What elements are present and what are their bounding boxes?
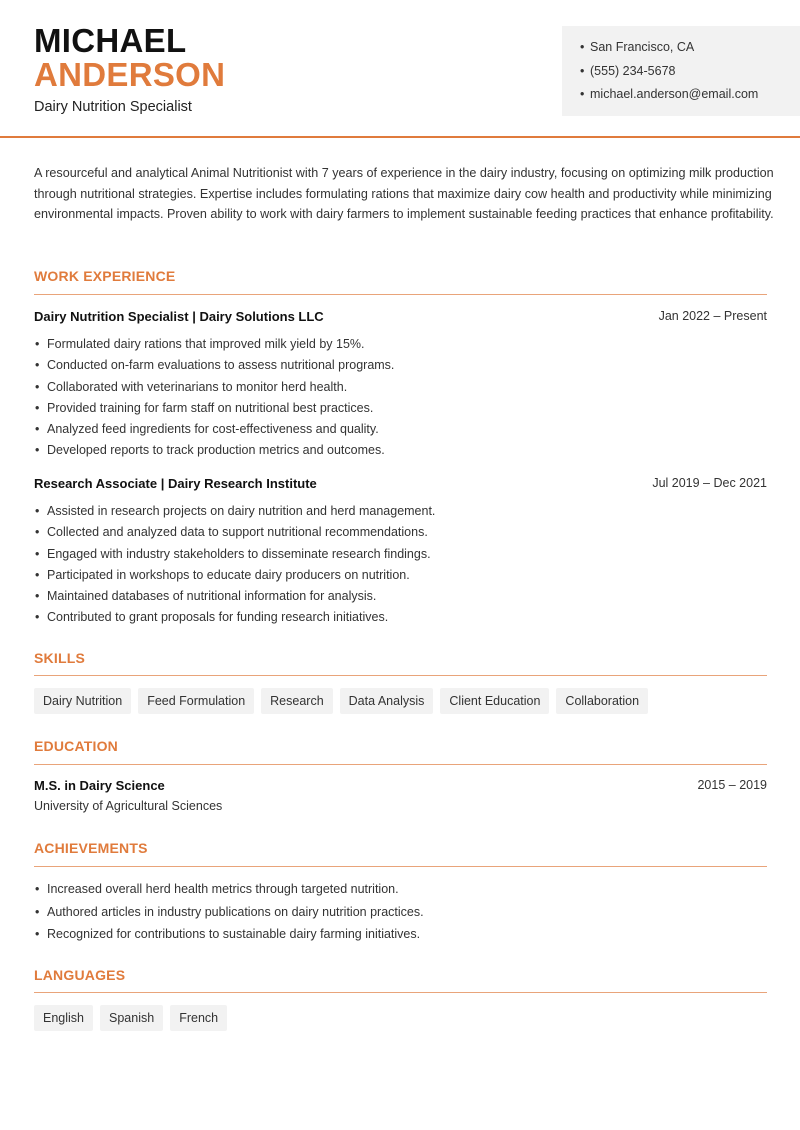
education-school: University of Agricultural Sciences [34,799,223,813]
list-item: • Analyzed feed ingredients for cost-effectiveness and quality. [34,420,767,441]
job-role: Dairy Nutrition Specialist | Dairy Solutions LLC [34,309,324,324]
job-bullets [34,502,767,630]
section-divider [34,992,767,993]
job-header [34,476,767,494]
resume-header [0,0,800,138]
job-role: Research Associate | Dairy Research Institute [34,476,317,491]
first-name: MICHAEL [34,22,187,59]
list-item: • Provided training for farm staff on nutritional best practices. [34,399,767,420]
achievements-list [34,880,767,948]
language-chip: French [170,1005,227,1031]
job-header [34,309,767,327]
list-item: • Collaborated with veterinarians to monitor herd health. [34,378,767,399]
contact-email[interactable]: • michael.anderson@email.com [580,85,800,109]
list-item: • Formulated dairy rations that improved milk yield by 15%. [34,335,767,356]
section-title-work: WORK EXPERIENCE [34,268,176,284]
skills-list [34,688,648,714]
contact-box [562,26,800,116]
job-title: Dairy Nutrition Specialist [34,99,192,115]
list-item: • Collected and analyzed data to support nutritional recommendations. [34,523,767,544]
list-item: • Developed reports to track production metrics and outcomes. [34,441,767,462]
professional-summary: A resourceful and analytical Animal Nutritionist with 7 years of experience in the dairy industry, focusing on optimizing milk production through nutritional strategies. Expertise includes formulating rations that maximize dairy cow health and productivity while minimizing environmental impacts. Proven ability to work with dairy farmers to implement sustainable feeding practices that enhance profitability. [34,166,774,222]
section-title-achievements: ACHIEVEMENTS [34,840,148,856]
list-item: • Authored articles in industry publications on dairy nutrition practices. [34,903,767,926]
contact-phone: • (555) 234-5678 [580,62,800,86]
section-divider [34,675,767,676]
skill-chip: Collaboration [556,688,648,714]
section-title-languages: LANGUAGES [34,967,126,983]
skill-chip: Client Education [440,688,549,714]
skill-chip: Feed Formulation [138,688,254,714]
section-title-skills: SKILLS [34,650,85,666]
language-chip: English [34,1005,93,1031]
job-bullets [34,335,767,463]
list-item: • Participated in workshops to educate dairy producers on nutrition. [34,566,767,587]
education-dates: 2015 – 2019 [697,778,767,792]
list-item: • Assisted in research projects on dairy nutrition and herd management. [34,502,767,523]
languages-list [34,1005,227,1031]
contact-list [580,38,800,109]
last-name: ANDERSON [34,56,226,93]
list-item: • Conducted on-farm evaluations to assess nutritional programs. [34,356,767,377]
list-item: • Contributed to grant proposals for funding research initiatives. [34,608,767,629]
section-divider [34,866,767,867]
skill-chip: Dairy Nutrition [34,688,131,714]
list-item: • Recognized for contributions to sustainable dairy farming initiatives. [34,925,767,948]
list-item: • Maintained databases of nutritional information for analysis. [34,587,767,608]
skill-chip: Research [261,688,333,714]
list-item: • Engaged with industry stakeholders to disseminate research findings. [34,545,767,566]
list-item: • Increased overall herd health metrics through targeted nutrition. [34,880,767,903]
job-dates: Jul 2019 – Dec 2021 [652,476,767,490]
section-divider [34,764,767,765]
language-chip: Spanish [100,1005,163,1031]
job-dates: Jan 2022 – Present [658,309,767,323]
section-divider [34,294,767,295]
education-degree: M.S. in Dairy Science [34,778,165,793]
section-title-education: EDUCATION [34,738,118,754]
skill-chip: Data Analysis [340,688,434,714]
contact-location: • San Francisco, CA [580,38,800,62]
